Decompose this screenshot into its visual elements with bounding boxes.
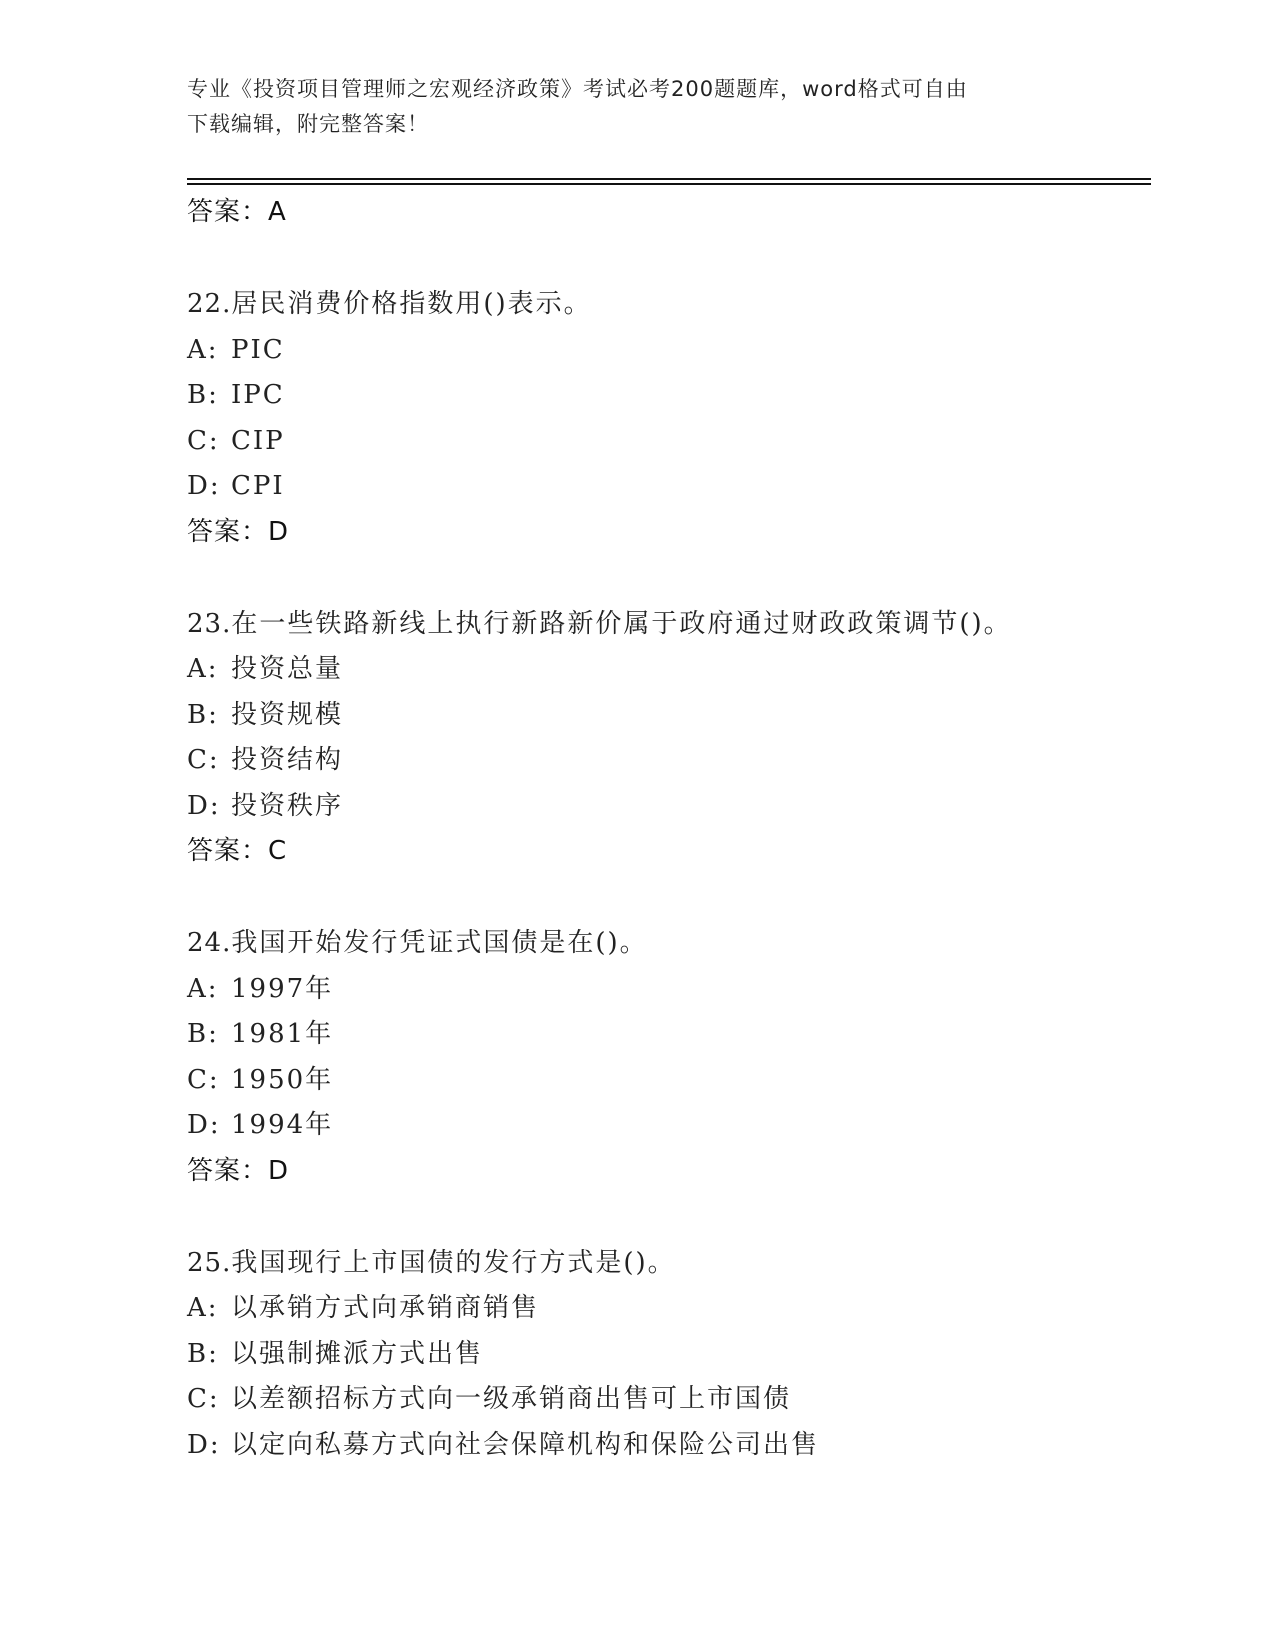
question-25 bbox=[187, 1241, 1151, 1287]
option-25-d bbox=[187, 1423, 1151, 1469]
option-letter: D: bbox=[187, 471, 221, 501]
option-letter: A: bbox=[187, 1293, 219, 1323]
option-22-c bbox=[187, 419, 1151, 465]
spacer bbox=[187, 874, 1151, 921]
option-letter: A: bbox=[187, 654, 219, 684]
option-23-d bbox=[187, 784, 1151, 830]
option-letter: B: bbox=[187, 1338, 219, 1369]
option-letter: D: bbox=[187, 1110, 221, 1140]
question-number: 22. bbox=[187, 289, 232, 319]
option-letter: C: bbox=[187, 745, 220, 775]
option-24-d bbox=[187, 1103, 1151, 1149]
answer-21: 答案：A bbox=[187, 197, 287, 227]
option-22-d bbox=[187, 464, 1151, 510]
question-22 bbox=[187, 282, 1151, 328]
option-text: 1997年 bbox=[231, 973, 334, 1004]
option-22-b bbox=[187, 373, 1151, 419]
option-text: 投资总量 bbox=[231, 654, 344, 684]
option-23-b bbox=[187, 693, 1151, 739]
option-text: 1981年 bbox=[231, 1019, 334, 1049]
option-22-a bbox=[187, 328, 1151, 374]
question-24 bbox=[187, 921, 1151, 967]
option-text: IPC bbox=[231, 380, 285, 410]
question-stem: 在一些铁路新线上执行新路新价属于政府通过财政政策调节()。 bbox=[231, 608, 1012, 639]
spacer bbox=[187, 1194, 1151, 1241]
option-23-c bbox=[187, 738, 1151, 784]
spacer bbox=[187, 235, 1151, 282]
option-letter: C: bbox=[187, 1064, 220, 1095]
option-text: 以强制摊派方式出售 bbox=[231, 1338, 484, 1369]
option-letter: D: bbox=[187, 790, 221, 821]
option-24-b bbox=[187, 1012, 1151, 1058]
question-23 bbox=[187, 602, 1151, 648]
answer-23: 答案：C bbox=[187, 836, 288, 866]
header-line-2: 下载编辑，附完整答案！ bbox=[187, 112, 429, 136]
document-header bbox=[187, 72, 1057, 142]
option-letter: B: bbox=[187, 699, 219, 730]
question-stem: 我国现行上市国债的发行方式是()。 bbox=[231, 1247, 676, 1278]
option-text: 以定向私募方式向社会保障机构和保险公司出售 bbox=[231, 1429, 820, 1460]
option-text: 以承销方式向承销商销售 bbox=[231, 1293, 540, 1323]
option-letter: B: bbox=[187, 1019, 219, 1049]
option-25-b bbox=[187, 1332, 1151, 1378]
option-text: 投资规模 bbox=[231, 699, 344, 730]
option-text: PIC bbox=[231, 334, 285, 365]
option-text: CPI bbox=[231, 471, 285, 501]
option-text: 投资秩序 bbox=[231, 790, 344, 821]
option-text: 1994年 bbox=[231, 1110, 334, 1140]
question-number: 23. bbox=[187, 608, 232, 639]
spacer bbox=[187, 555, 1151, 602]
header-line-1: 专业《投资项目管理师之宏观经济政策》考试必考200题题库，word格式可自由 bbox=[187, 77, 968, 101]
answer-24: 答案：D bbox=[187, 1155, 290, 1186]
option-text: 1950年 bbox=[231, 1064, 334, 1095]
question-list bbox=[187, 190, 1151, 1468]
option-letter: C: bbox=[187, 1384, 220, 1414]
option-25-a bbox=[187, 1286, 1151, 1332]
option-letter: A: bbox=[187, 973, 219, 1004]
option-letter: D: bbox=[187, 1429, 221, 1460]
question-stem: 我国开始发行凭证式国债是在()。 bbox=[231, 928, 648, 958]
question-number: 24. bbox=[187, 928, 232, 958]
option-text: 以差额招标方式向一级承销商出售可上市国债 bbox=[231, 1384, 792, 1414]
header-rule-top bbox=[187, 178, 1151, 180]
answer-22: 答案：D bbox=[187, 516, 290, 547]
option-text: CIP bbox=[231, 425, 285, 456]
option-24-a bbox=[187, 967, 1151, 1013]
option-letter: C: bbox=[187, 425, 220, 456]
question-stem: 居民消费价格指数用()表示。 bbox=[231, 289, 592, 319]
question-number: 25. bbox=[187, 1247, 232, 1278]
header-rule-bottom bbox=[187, 183, 1151, 185]
option-letter: A: bbox=[187, 334, 219, 365]
option-25-c bbox=[187, 1377, 1151, 1423]
option-text: 投资结构 bbox=[231, 745, 344, 775]
option-23-a bbox=[187, 647, 1151, 693]
option-letter: B: bbox=[187, 380, 219, 410]
option-24-c bbox=[187, 1058, 1151, 1104]
